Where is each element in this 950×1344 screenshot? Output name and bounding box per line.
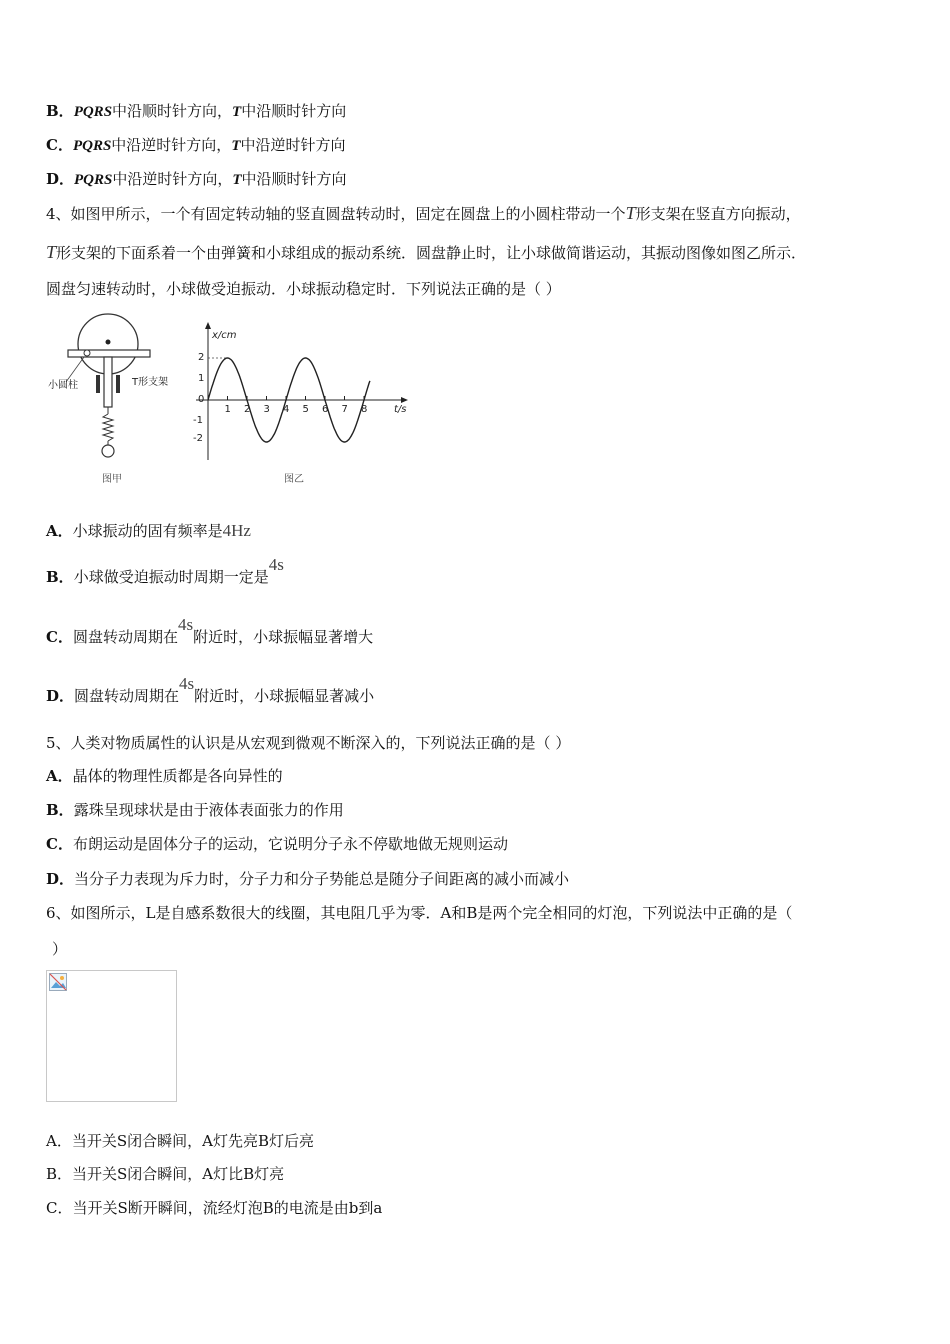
q4-figure [46, 312, 416, 492]
left-caption: 图甲 [102, 474, 122, 485]
q4-option-b: B．小球做受迫振动时周期一定是4s [46, 555, 284, 586]
q3-option-d: D．PQRS中沿逆时针方向，T中沿顺时针方向 [46, 170, 347, 188]
broken-image-icon [49, 973, 69, 993]
q3-option-c: C．PQRS中沿逆时针方向，T中沿逆时针方向 [46, 136, 346, 154]
q4-stem-line2: T形支架的下面系着一个由弹簧和小球组成的振动系统．圆盘静止时，让小球做简谐运动，其振动图像如图乙所示． [46, 242, 807, 262]
x-tick-label: 7 [341, 404, 348, 415]
x-tick-label: 4 [283, 404, 290, 415]
q3-option-b: B．PQRS中沿顺时针方向，T中沿顺时针方向 [46, 102, 347, 120]
q4-option-a: A．小球振动的固有频率是4Hz [46, 521, 251, 540]
apparatus-diagram [48, 314, 168, 485]
q6-option-a: A．当开关S闭合瞬间，A灯先亮B灯后亮 [46, 1132, 314, 1150]
q6-option-b: B．当开关S闭合瞬间，A灯比B灯亮 [46, 1165, 285, 1183]
x-tick-label: 1 [224, 404, 231, 415]
x-tick-label: 3 [263, 404, 270, 415]
q4-stem-line1: 4、如图甲所示，一个有固定转动轴的竖直圆盘转动时，固定在圆盘上的小圆柱带动一个T形支架在竖直方向振动， [46, 203, 801, 223]
x-axis-label: t/s [394, 404, 407, 415]
t-frame-label: T形支架 [132, 377, 169, 388]
right-caption: 图乙 [284, 474, 304, 485]
q4-option-d: D．圆盘转动周期在4s附近时，小球振幅显著减小 [46, 674, 375, 705]
y-tick-0: 0 [198, 394, 205, 405]
q6-stem: 6、如图所示，L是自感系数很大的线圈，其电阻几乎为零．A和B是两个完全相同的灯泡，下列说法中正确的是（ [46, 904, 793, 922]
y-tick-neg2: -2 [193, 433, 203, 444]
y-tick-1: 1 [198, 373, 205, 384]
q5-stem: 5、人类对物质属性的认识是从宏观到微观不断深入的，下列说法正确的是（ ） [46, 734, 571, 752]
broken-image-placeholder [46, 970, 177, 1102]
y-tick-neg1: -1 [193, 415, 203, 426]
x-tick-label: 6 [322, 404, 329, 415]
q4-option-c: C．圆盘转动周期在4s附近时，小球振幅显著增大 [46, 615, 374, 646]
x-tick-label: 5 [302, 404, 309, 415]
q5-option-a: A．晶体的物理性质都是各向异性的 [46, 767, 283, 785]
y-axis-label: x/cm [212, 330, 237, 341]
q5-option-b: B．露珠呈现球状是由于液体表面张力的作用 [46, 801, 344, 819]
q6-stem-close: ） [52, 940, 68, 958]
small-cylinder-label: 小圆柱 [48, 380, 78, 391]
y-tick-2: 2 [198, 352, 205, 363]
q6-option-c: C．当开关S断开瞬间，流经灯泡B的电流是由b到a [46, 1199, 383, 1217]
q4-stem-line3: 圆盘匀速转动时，小球做受迫振动．小球振动稳定时．下列说法正确的是（ ） [46, 280, 561, 298]
vibration-graph [193, 322, 408, 485]
x-tick-label: 2 [244, 404, 251, 415]
q5-option-d: D．当分子力表现为斥力时，分子力和分子势能总是随分子间距离的减小而减小 [46, 870, 570, 888]
q5-option-c: C．布朗运动是固体分子的运动，它说明分子永不停歇地做无规则运动 [46, 835, 508, 853]
x-tick-label: 8 [361, 404, 368, 415]
